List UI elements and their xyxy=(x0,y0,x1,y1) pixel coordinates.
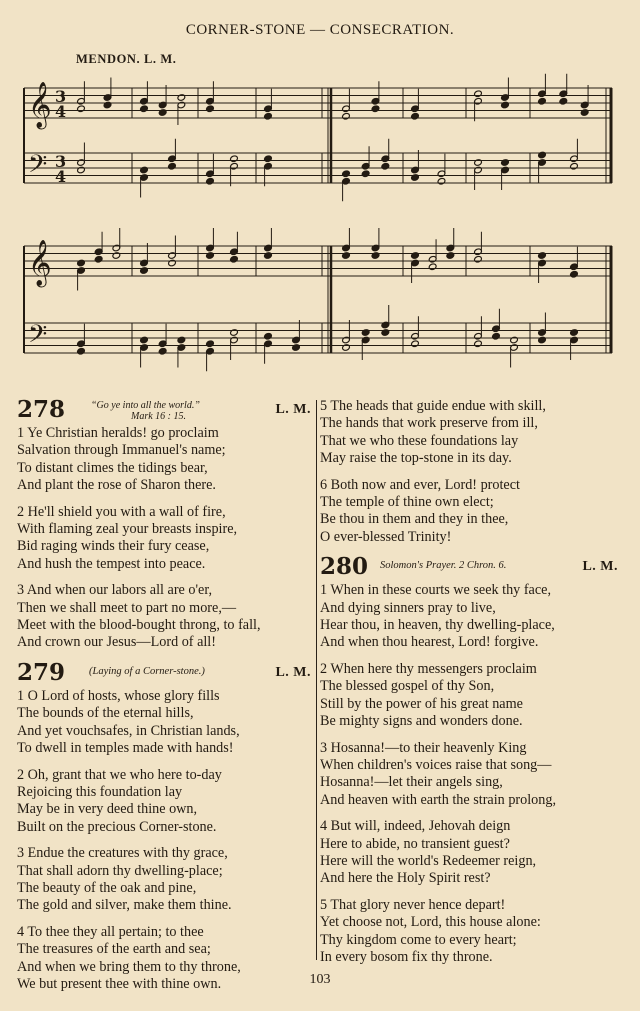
hymn-line: May be in very deed thine own, xyxy=(17,801,198,818)
hymn-278-meter: L. M. xyxy=(275,402,311,417)
hymn-line: Here will the world's Redeemer reign, xyxy=(320,852,537,869)
hymn-line: And dying sinners pray to live, xyxy=(320,599,496,616)
note-head xyxy=(264,155,273,163)
note-head xyxy=(428,263,437,271)
hymn-line: O ever-blessed Trinity! xyxy=(320,528,452,545)
note-head xyxy=(559,97,568,105)
hymn-line: To dwell in temples made with hands! xyxy=(17,740,234,757)
note-head xyxy=(140,267,149,275)
treble-clef-icon: 𝄞 xyxy=(28,240,52,286)
note-head xyxy=(342,112,351,120)
hymn-line: In every bosom fix thy throne. xyxy=(320,948,493,965)
hymn-280-meter: L. M. xyxy=(582,559,618,575)
note-head xyxy=(264,332,273,340)
hymn-278-caption-line1: “Go ye into all the world.” xyxy=(91,400,200,411)
note-head xyxy=(230,255,239,263)
time-signature-bottom: 4 xyxy=(55,102,67,121)
note-head xyxy=(103,101,112,109)
hymn-line: 4 But will, indeed, Jehovah deign xyxy=(320,818,511,835)
hymn-line: 5 That glory never hence depart! xyxy=(320,896,506,913)
treble-clef-icon: 𝄞 xyxy=(28,82,52,128)
page-number: 103 xyxy=(309,972,331,987)
note-head xyxy=(538,252,547,260)
hymn-line: We but present thee with thine own. xyxy=(17,975,222,992)
note-head xyxy=(77,347,86,355)
hymn-line: And crown our Jesus—Lord of all! xyxy=(17,634,216,651)
column-divider xyxy=(316,400,317,960)
hymn-279-caption: (Laying of a Corner-stone.) xyxy=(89,665,205,677)
note-head xyxy=(510,336,519,344)
note-head xyxy=(206,340,215,348)
stanza xyxy=(17,767,313,837)
hymn-280-stanzas xyxy=(320,582,620,966)
hymn-280-number: 280 xyxy=(320,553,369,581)
note-head xyxy=(538,151,547,159)
hymn-line: That we who these foundations lay xyxy=(320,432,519,449)
note-head xyxy=(264,252,273,260)
tune-name: MENDON. L. M. xyxy=(76,52,177,66)
stanza xyxy=(320,582,620,652)
hymn-line: Still by the power of his great name xyxy=(320,695,523,712)
note-head xyxy=(158,347,167,355)
note-head xyxy=(168,162,177,170)
hymn-line: 2 When here thy messengers proclaim xyxy=(320,660,537,677)
hymn-line: Salvation through Immanuel's name; xyxy=(17,442,226,459)
note-head xyxy=(411,252,420,260)
note-head xyxy=(474,90,483,98)
hymn-line: Thy kingdom come to every heart; xyxy=(320,931,517,948)
sheet-music xyxy=(0,70,640,395)
hymn-line: The bounds of the eternal hills, xyxy=(17,705,194,722)
note-head xyxy=(371,105,380,113)
note-head xyxy=(177,336,186,344)
note-head xyxy=(206,105,215,113)
hymn-278-stanzas-right xyxy=(320,398,620,546)
hymn-line: May raise the top-stone in its day. xyxy=(320,450,512,467)
hymn-line: Rejoicing this foundation lay xyxy=(17,783,183,800)
note-head xyxy=(168,259,177,267)
hymn-279-header xyxy=(17,658,313,687)
hymn-line: 1 When in these courts we seek thy face, xyxy=(320,582,551,599)
hymn-line: And when we bring them to thy throne, xyxy=(17,958,241,975)
stanza xyxy=(17,688,313,758)
hymn-line: And here the Holy Spirit rest? xyxy=(320,870,491,887)
note-head xyxy=(361,329,370,337)
hymn-line: And hush the tempest into peace. xyxy=(17,555,206,572)
note-head xyxy=(230,329,239,337)
note-head xyxy=(140,336,149,344)
note-head xyxy=(538,336,547,344)
note-head xyxy=(437,177,446,185)
note-head xyxy=(474,159,483,167)
stanza xyxy=(17,504,313,574)
note-head xyxy=(474,340,483,348)
hymn-line: And plant the rose of Sharon there. xyxy=(17,477,216,494)
note-head xyxy=(77,259,86,267)
note-head xyxy=(411,112,420,120)
hymn-280-caption: Solomon's Prayer. 2 Chron. 6. xyxy=(380,560,507,572)
hymn-279-stanzas xyxy=(17,688,313,994)
note-head xyxy=(381,329,390,337)
hymn-line: With flaming zeal your breasts inspire, xyxy=(17,521,238,538)
note-head xyxy=(206,177,215,185)
note-head xyxy=(570,162,579,170)
note-head xyxy=(501,101,510,109)
note-head xyxy=(538,97,547,105)
hymn-line: 2 Oh, grant that we who here to-day xyxy=(17,766,222,783)
hymn-line: To distant climes the tidings bear, xyxy=(17,459,208,476)
hymn-line: Here to abide, no transient guest? xyxy=(320,835,510,852)
note-head xyxy=(206,252,215,260)
hymn-line: And heaven with earth the strain prolong, xyxy=(320,791,556,808)
hymn-279-meter: L. M. xyxy=(275,664,311,680)
hymn-line: And yet vouchsafes, in Christian lands, xyxy=(17,722,240,739)
hymn-line: Hear thou, in heaven, thy dwelling-place, xyxy=(320,617,555,634)
stanza xyxy=(17,845,313,915)
bass-clef-icon: 𝄢 xyxy=(28,150,48,185)
stanza xyxy=(320,398,620,468)
hymn-line: 5 The heads that guide endue with skill, xyxy=(320,398,546,414)
hymn-line: Be mighty signs and wonders done. xyxy=(320,713,523,730)
stanza xyxy=(17,582,313,652)
hymn-line: 6 Both now and ever, Lord! protect xyxy=(320,476,520,493)
hymn-line: When children's voices raise that song— xyxy=(320,756,552,773)
note-head xyxy=(570,329,579,337)
hymn-line: Hosanna!—let their angels sing, xyxy=(320,774,503,791)
hymn-278-caption xyxy=(91,400,200,422)
hymn-line: The treasures of the earth and sea; xyxy=(17,941,211,958)
note-head xyxy=(177,94,186,102)
hymn-line: Built on the precious Corner-stone. xyxy=(17,818,217,835)
note-head xyxy=(264,112,273,120)
hymn-line: 1 Ye Christian heralds! go proclaim xyxy=(17,425,219,441)
hymn-line: The blessed gospel of thy Son, xyxy=(320,678,495,695)
note-head xyxy=(342,252,351,260)
hymn-278-stanzas-left xyxy=(17,425,313,652)
note-head xyxy=(411,174,420,182)
hymn-line: Yet choose not, Lord, this house alone: xyxy=(320,914,541,931)
note-head xyxy=(140,105,149,113)
time-signature-bottom: 4 xyxy=(55,167,67,186)
hymn-line: 3 Hosanna!—to their heavenly King xyxy=(320,739,527,756)
note-head xyxy=(230,155,239,163)
hymn-line: The gold and silver, make them thine. xyxy=(17,897,232,914)
note-head xyxy=(77,166,86,174)
right-column xyxy=(320,398,620,975)
note-head xyxy=(361,170,370,178)
hymn-278-caption-line2: Mark 16 : 15. xyxy=(131,411,186,422)
note-head xyxy=(292,344,301,352)
hymn-line: The temple of thine own elect; xyxy=(320,494,494,511)
note-head xyxy=(474,255,483,263)
note-head xyxy=(492,332,501,340)
hymn-line: That shall adorn thy dwelling-place; xyxy=(17,862,223,879)
left-column xyxy=(17,398,313,1002)
hymn-line: 3 Endue the creatures with thy grace, xyxy=(17,845,228,862)
note-head xyxy=(446,252,455,260)
note-head xyxy=(342,344,351,352)
note-head xyxy=(501,159,510,167)
hymn-line: Be thou in them and they in thee, xyxy=(320,511,509,528)
stanza xyxy=(320,477,620,547)
hymn-line: Bid raging winds their fury cease, xyxy=(17,538,210,555)
time-signature-top: 3 xyxy=(55,87,67,106)
stanza xyxy=(320,897,620,967)
hymn-line: Meet with the blood-bought throng, to fall, xyxy=(17,617,261,634)
note-head xyxy=(140,166,149,174)
note-head xyxy=(94,255,103,263)
stanza xyxy=(320,818,620,888)
bass-clef-icon: 𝄢 xyxy=(28,320,48,355)
note-head xyxy=(580,109,589,117)
hymn-line: 3 And when our labors all are o'er, xyxy=(17,582,213,599)
hymn-line: 1 O Lord of hosts, whose glory fills xyxy=(17,687,220,704)
note-head xyxy=(411,340,420,348)
note-head xyxy=(158,109,167,117)
hymn-278-number: 278 xyxy=(17,396,66,423)
note-head xyxy=(77,105,86,113)
stanza xyxy=(17,425,313,495)
stanza xyxy=(320,740,620,810)
hymn-line: The beauty of the oak and pine, xyxy=(17,879,197,896)
hymn-line: And when thou hearest, Lord! forgive. xyxy=(320,634,539,651)
hymn-line: 4 To thee they all pertain; to thee xyxy=(17,923,204,940)
hymn-280-header xyxy=(320,555,620,581)
hymn-279-number: 279 xyxy=(17,658,66,686)
note-head xyxy=(381,162,390,170)
note-head xyxy=(570,270,579,278)
note-head xyxy=(371,252,380,260)
note-head xyxy=(112,252,121,260)
page-header: CORNER-STONE — CONSECRATION. xyxy=(185,22,455,38)
hymn-278-header xyxy=(17,398,313,424)
time-signature-top: 3 xyxy=(55,152,67,171)
stanza xyxy=(320,661,620,731)
hymn-line: 2 He'll shield you with a wall of fire, xyxy=(17,503,226,520)
note-head xyxy=(342,170,351,178)
hymn-line: Then we shall meet to part no more,— xyxy=(17,599,237,616)
hymn-line: The hands that work preserve from ill, xyxy=(320,415,538,432)
